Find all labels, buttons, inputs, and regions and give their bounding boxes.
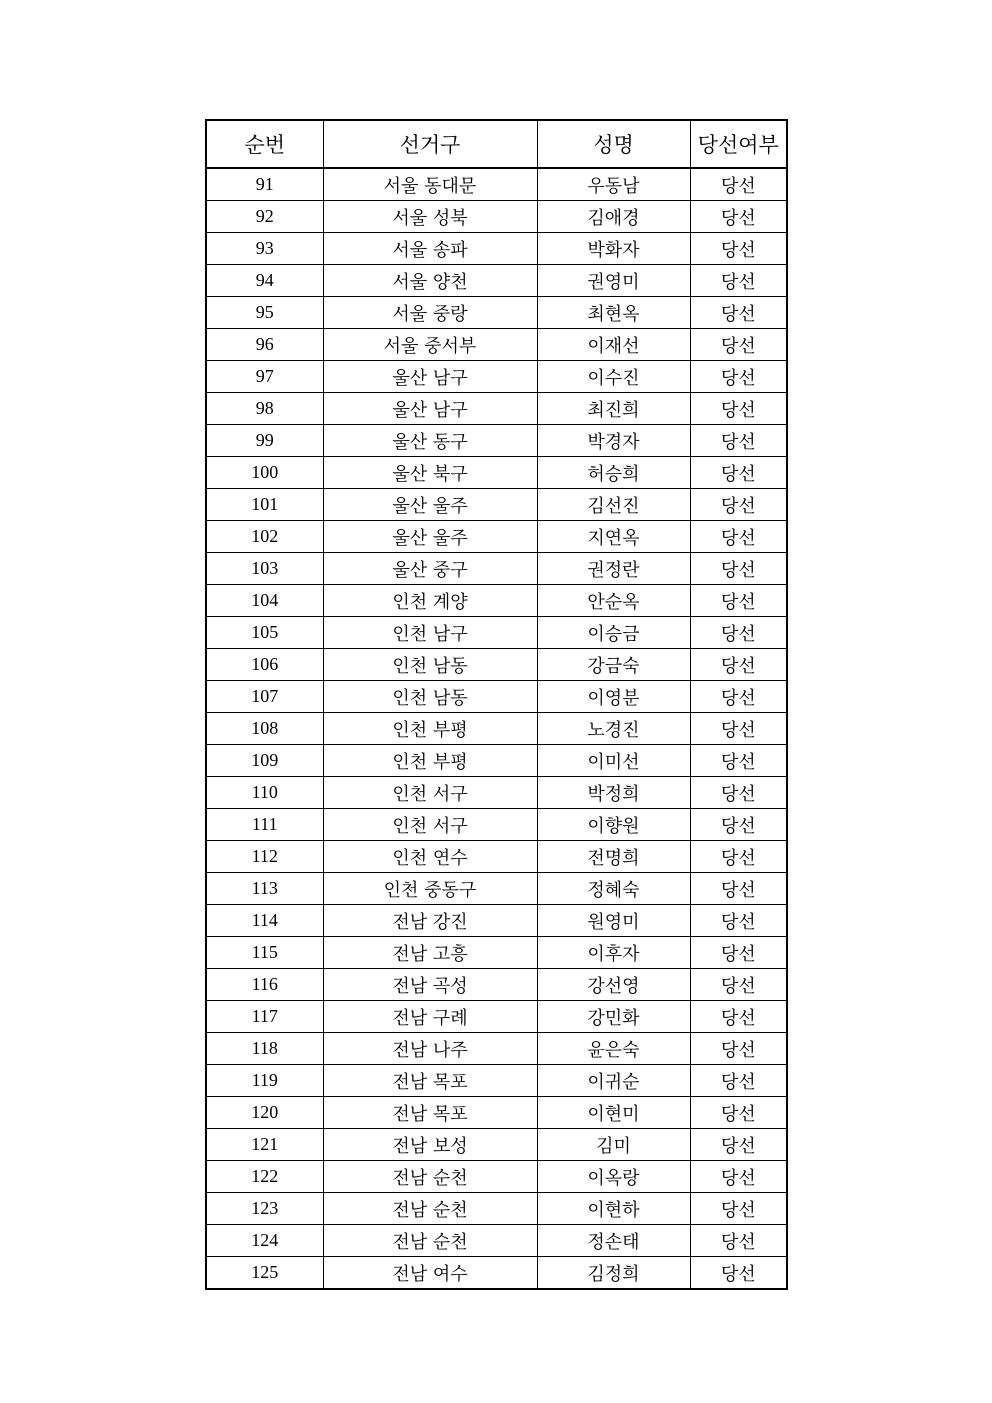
table-row bbox=[206, 265, 787, 297]
table-row bbox=[206, 329, 787, 361]
table-row bbox=[206, 361, 787, 393]
election-results-table bbox=[205, 119, 788, 1290]
cell-name: 권정란 bbox=[537, 553, 690, 585]
cell-name: 이귀순 bbox=[537, 1065, 690, 1097]
cell-number: 112 bbox=[206, 841, 323, 873]
cell-name: 정혜숙 bbox=[537, 873, 690, 905]
cell-result: 당선 bbox=[690, 393, 787, 425]
table-row bbox=[206, 168, 787, 201]
cell-result: 당선 bbox=[690, 1097, 787, 1129]
cell-district: 전남 여수 bbox=[323, 1257, 537, 1290]
cell-number: 123 bbox=[206, 1193, 323, 1225]
table-row bbox=[206, 553, 787, 585]
cell-result: 당선 bbox=[690, 168, 787, 201]
cell-number: 93 bbox=[206, 233, 323, 265]
cell-district: 울산 남구 bbox=[323, 393, 537, 425]
cell-result: 당선 bbox=[690, 457, 787, 489]
cell-result: 당선 bbox=[690, 1065, 787, 1097]
cell-number: 92 bbox=[206, 201, 323, 233]
cell-result: 당선 bbox=[690, 937, 787, 969]
table-row bbox=[206, 1161, 787, 1193]
table-row bbox=[206, 969, 787, 1001]
cell-number: 109 bbox=[206, 745, 323, 777]
cell-name: 박화자 bbox=[537, 233, 690, 265]
cell-result: 당선 bbox=[690, 873, 787, 905]
cell-result: 당선 bbox=[690, 969, 787, 1001]
cell-name: 박경자 bbox=[537, 425, 690, 457]
table-row bbox=[206, 1097, 787, 1129]
cell-name: 안순옥 bbox=[537, 585, 690, 617]
cell-result: 당선 bbox=[690, 489, 787, 521]
table-row bbox=[206, 841, 787, 873]
table-row bbox=[206, 1129, 787, 1161]
cell-number: 91 bbox=[206, 168, 323, 201]
cell-result: 당선 bbox=[690, 1161, 787, 1193]
cell-name: 정손태 bbox=[537, 1225, 690, 1257]
cell-name: 이미선 bbox=[537, 745, 690, 777]
cell-result: 당선 bbox=[690, 617, 787, 649]
cell-number: 107 bbox=[206, 681, 323, 713]
cell-result: 당선 bbox=[690, 1193, 787, 1225]
cell-number: 100 bbox=[206, 457, 323, 489]
cell-district: 전남 순천 bbox=[323, 1225, 537, 1257]
table-row bbox=[206, 937, 787, 969]
cell-result: 당선 bbox=[690, 1001, 787, 1033]
table-header-row bbox=[206, 120, 787, 168]
cell-number: 105 bbox=[206, 617, 323, 649]
cell-district: 울산 북구 bbox=[323, 457, 537, 489]
cell-district: 전남 나주 bbox=[323, 1033, 537, 1065]
cell-district: 인천 부평 bbox=[323, 745, 537, 777]
cell-name: 전명희 bbox=[537, 841, 690, 873]
table-row bbox=[206, 681, 787, 713]
table-row bbox=[206, 457, 787, 489]
cell-name: 김미 bbox=[537, 1129, 690, 1161]
table-row bbox=[206, 809, 787, 841]
cell-district: 울산 남구 bbox=[323, 361, 537, 393]
cell-name: 이영분 bbox=[537, 681, 690, 713]
table-row bbox=[206, 1065, 787, 1097]
cell-district: 서울 양천 bbox=[323, 265, 537, 297]
header-district: 선거구 bbox=[323, 120, 537, 168]
cell-number: 113 bbox=[206, 873, 323, 905]
table-row bbox=[206, 1225, 787, 1257]
header-result: 당선여부 bbox=[690, 120, 787, 168]
cell-district: 서울 성북 bbox=[323, 201, 537, 233]
table-row bbox=[206, 585, 787, 617]
table-row bbox=[206, 713, 787, 745]
cell-district: 인천 연수 bbox=[323, 841, 537, 873]
cell-district: 전남 목포 bbox=[323, 1065, 537, 1097]
cell-result: 당선 bbox=[690, 553, 787, 585]
cell-number: 116 bbox=[206, 969, 323, 1001]
cell-name: 원영미 bbox=[537, 905, 690, 937]
table-row bbox=[206, 521, 787, 553]
cell-district: 인천 부평 bbox=[323, 713, 537, 745]
cell-name: 강금숙 bbox=[537, 649, 690, 681]
cell-result: 당선 bbox=[690, 713, 787, 745]
cell-name: 이후자 bbox=[537, 937, 690, 969]
cell-district: 전남 고흥 bbox=[323, 937, 537, 969]
cell-name: 박정희 bbox=[537, 777, 690, 809]
cell-district: 인천 서구 bbox=[323, 777, 537, 809]
cell-result: 당선 bbox=[690, 745, 787, 777]
cell-name: 이현하 bbox=[537, 1193, 690, 1225]
table-row bbox=[206, 1001, 787, 1033]
cell-name: 김애경 bbox=[537, 201, 690, 233]
header-number: 순번 bbox=[206, 120, 323, 168]
cell-result: 당선 bbox=[690, 361, 787, 393]
cell-number: 101 bbox=[206, 489, 323, 521]
cell-number: 99 bbox=[206, 425, 323, 457]
cell-district: 인천 계양 bbox=[323, 585, 537, 617]
table-row bbox=[206, 1033, 787, 1065]
table-row bbox=[206, 297, 787, 329]
cell-name: 강선영 bbox=[537, 969, 690, 1001]
cell-district: 인천 남동 bbox=[323, 649, 537, 681]
cell-result: 당선 bbox=[690, 681, 787, 713]
table-row bbox=[206, 233, 787, 265]
header-name: 성명 bbox=[537, 120, 690, 168]
cell-number: 97 bbox=[206, 361, 323, 393]
cell-result: 당선 bbox=[690, 1225, 787, 1257]
cell-result: 당선 bbox=[690, 809, 787, 841]
cell-name: 김선진 bbox=[537, 489, 690, 521]
cell-result: 당선 bbox=[690, 521, 787, 553]
cell-district: 서울 송파 bbox=[323, 233, 537, 265]
cell-result: 당선 bbox=[690, 329, 787, 361]
table-row bbox=[206, 777, 787, 809]
table-row bbox=[206, 393, 787, 425]
cell-number: 98 bbox=[206, 393, 323, 425]
cell-name: 노경진 bbox=[537, 713, 690, 745]
cell-number: 103 bbox=[206, 553, 323, 585]
cell-district: 서울 동대문 bbox=[323, 168, 537, 201]
cell-number: 120 bbox=[206, 1097, 323, 1129]
cell-district: 전남 곡성 bbox=[323, 969, 537, 1001]
cell-result: 당선 bbox=[690, 841, 787, 873]
cell-district: 울산 동구 bbox=[323, 425, 537, 457]
cell-number: 95 bbox=[206, 297, 323, 329]
cell-result: 당선 bbox=[690, 1033, 787, 1065]
cell-name: 이수진 bbox=[537, 361, 690, 393]
cell-result: 당선 bbox=[690, 233, 787, 265]
table-row bbox=[206, 745, 787, 777]
cell-result: 당선 bbox=[690, 201, 787, 233]
cell-name: 우동남 bbox=[537, 168, 690, 201]
cell-name: 최현옥 bbox=[537, 297, 690, 329]
cell-district: 울산 울주 bbox=[323, 521, 537, 553]
cell-number: 114 bbox=[206, 905, 323, 937]
cell-district: 서울 중랑 bbox=[323, 297, 537, 329]
cell-name: 지연옥 bbox=[537, 521, 690, 553]
cell-result: 당선 bbox=[690, 649, 787, 681]
cell-district: 서울 중서부 bbox=[323, 329, 537, 361]
cell-district: 전남 강진 bbox=[323, 905, 537, 937]
table-row bbox=[206, 873, 787, 905]
cell-name: 권영미 bbox=[537, 265, 690, 297]
table-row bbox=[206, 1257, 787, 1290]
table-row bbox=[206, 617, 787, 649]
cell-district: 울산 중구 bbox=[323, 553, 537, 585]
cell-district: 인천 남동 bbox=[323, 681, 537, 713]
cell-number: 119 bbox=[206, 1065, 323, 1097]
cell-name: 최진희 bbox=[537, 393, 690, 425]
cell-district: 인천 중동구 bbox=[323, 873, 537, 905]
cell-district: 인천 서구 bbox=[323, 809, 537, 841]
cell-name: 이현미 bbox=[537, 1097, 690, 1129]
table-row bbox=[206, 905, 787, 937]
cell-result: 당선 bbox=[690, 585, 787, 617]
cell-number: 118 bbox=[206, 1033, 323, 1065]
cell-name: 이옥랑 bbox=[537, 1161, 690, 1193]
cell-result: 당선 bbox=[690, 265, 787, 297]
cell-district: 울산 울주 bbox=[323, 489, 537, 521]
cell-result: 당선 bbox=[690, 777, 787, 809]
cell-district: 전남 구례 bbox=[323, 1001, 537, 1033]
cell-name: 허승희 bbox=[537, 457, 690, 489]
cell-district: 전남 보성 bbox=[323, 1129, 537, 1161]
cell-number: 111 bbox=[206, 809, 323, 841]
cell-number: 96 bbox=[206, 329, 323, 361]
cell-number: 115 bbox=[206, 937, 323, 969]
cell-number: 108 bbox=[206, 713, 323, 745]
cell-district: 전남 순천 bbox=[323, 1161, 537, 1193]
cell-result: 당선 bbox=[690, 905, 787, 937]
cell-result: 당선 bbox=[690, 425, 787, 457]
table-row bbox=[206, 201, 787, 233]
cell-number: 117 bbox=[206, 1001, 323, 1033]
cell-number: 102 bbox=[206, 521, 323, 553]
table-row bbox=[206, 425, 787, 457]
cell-number: 94 bbox=[206, 265, 323, 297]
cell-number: 104 bbox=[206, 585, 323, 617]
cell-district: 전남 순천 bbox=[323, 1193, 537, 1225]
cell-name: 김정희 bbox=[537, 1257, 690, 1290]
cell-result: 당선 bbox=[690, 1129, 787, 1161]
cell-number: 106 bbox=[206, 649, 323, 681]
cell-number: 110 bbox=[206, 777, 323, 809]
cell-name: 강민화 bbox=[537, 1001, 690, 1033]
cell-name: 이승금 bbox=[537, 617, 690, 649]
table-row bbox=[206, 489, 787, 521]
table-row bbox=[206, 1193, 787, 1225]
table-body bbox=[206, 168, 787, 1289]
cell-number: 121 bbox=[206, 1129, 323, 1161]
cell-number: 124 bbox=[206, 1225, 323, 1257]
cell-name: 이향원 bbox=[537, 809, 690, 841]
cell-number: 125 bbox=[206, 1257, 323, 1290]
cell-number: 122 bbox=[206, 1161, 323, 1193]
cell-result: 당선 bbox=[690, 1257, 787, 1290]
table-row bbox=[206, 649, 787, 681]
cell-name: 윤은숙 bbox=[537, 1033, 690, 1065]
cell-district: 전남 목포 bbox=[323, 1097, 537, 1129]
cell-name: 이재선 bbox=[537, 329, 690, 361]
cell-result: 당선 bbox=[690, 297, 787, 329]
cell-district: 인천 남구 bbox=[323, 617, 537, 649]
